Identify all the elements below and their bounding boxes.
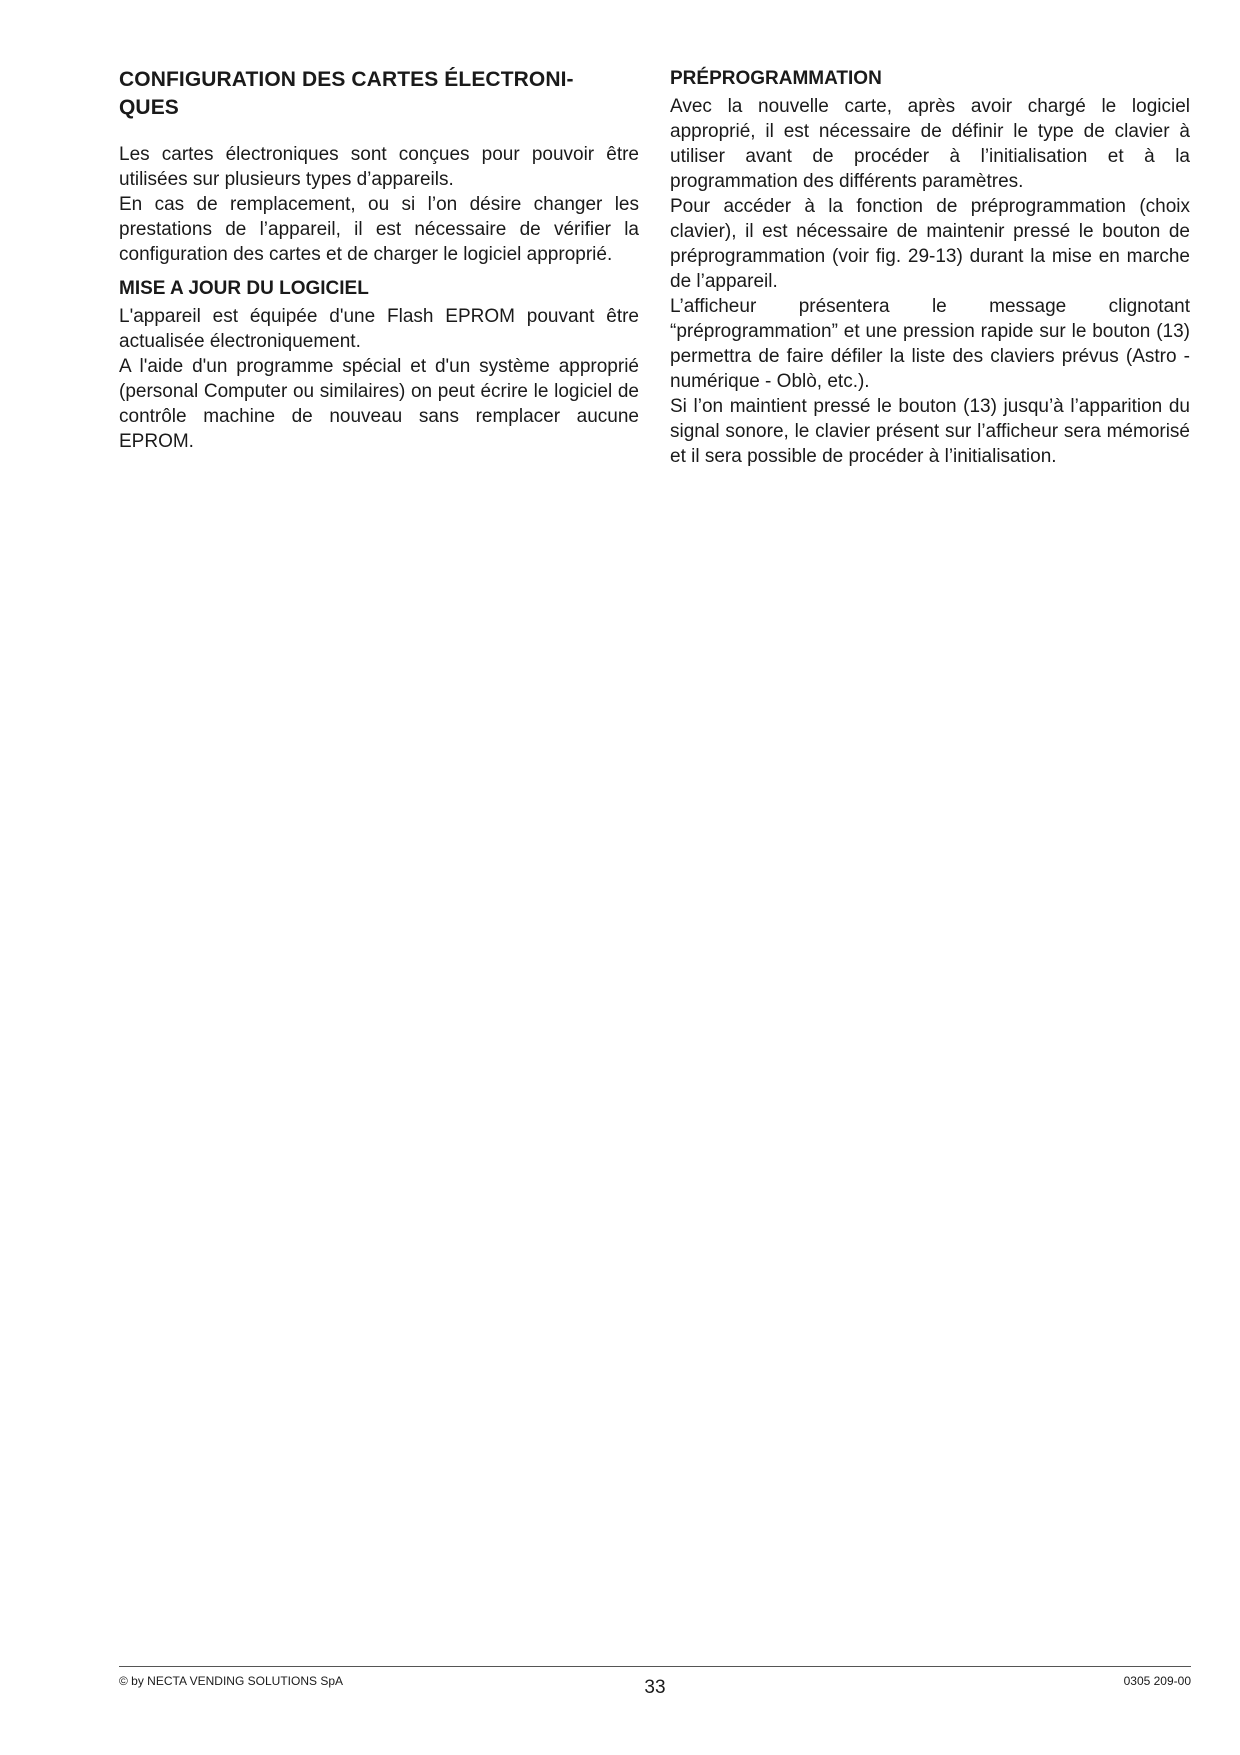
page-number: 33: [644, 1677, 666, 1698]
preprogramming-paragraph-2: Pour accéder à la fonction de préprogrammation (choix clavier), il est nécessaire de maintenir pressé le bouton de préprogrammation (voir fig. 29-13) durant la mise en marche de l’appareil.: [670, 196, 1190, 292]
heading-line-1: CONFIGURATION DES CARTES ÉLECTRONI-: [119, 68, 574, 91]
right-column: [670, 66, 1190, 469]
preprogramming-paragraph-4: Si l’on maintient pressé le bouton (13) jusqu’à l’apparition du signal sonore, le clavier présent sur l’afficheur sera mémorisé et il sera possible de procéder à l’initialisation.: [670, 396, 1190, 467]
software-update-paragraph-2: A l'aide d'un programme spécial et d'un système approprié (personal Computer ou similaires) on peut écrire le logiciel de contrôle machine de nouveau sans remplacer aucune EPROM.: [119, 356, 639, 452]
footer-copyright: © by NECTA VENDING SOLUTIONS SpA: [119, 1674, 344, 1688]
configuration-paragraph-1: Les cartes électroniques sont conçues pour pouvoir être utilisées sur plusieurs types d’appareils.: [119, 144, 639, 190]
section-heading-preprogramming: PRÉPROGRAMMATION: [670, 68, 882, 89]
heading-line-2: QUES: [119, 96, 179, 119]
section-heading-software-update: MISE A JOUR DU LOGICIEL: [119, 278, 369, 299]
preprogramming-paragraph-3: L’afficheur présentera le message clignotant “préprogrammation” et une pression rapide sur le bouton (13) permettra de faire défiler la liste des claviers prévus (Astro - numérique - Oblò, etc.).: [670, 296, 1190, 392]
left-column: [119, 66, 639, 454]
section-heading-configuration: [119, 66, 639, 122]
preprogramming-paragraph-1: Avec la nouvelle carte, après avoir chargé le logiciel approprié, il est nécessaire de définir le type de clavier à utiliser avant de procéder à l’initialisation et à la programmation des différents paramètres.: [670, 96, 1190, 192]
footer-divider: [119, 1666, 1191, 1667]
document-reference: 0305 209-00: [1123, 1674, 1191, 1688]
configuration-paragraph-2: En cas de remplacement, ou si l’on désire changer les prestations de l’appareil, il est nécessaire de vérifier la configuration des cartes et de charger le logiciel approprié.: [119, 194, 639, 265]
software-update-paragraph-1: L'appareil est équipée d'une Flash EPROM pouvant être actualisée électroniquement.: [119, 306, 639, 352]
